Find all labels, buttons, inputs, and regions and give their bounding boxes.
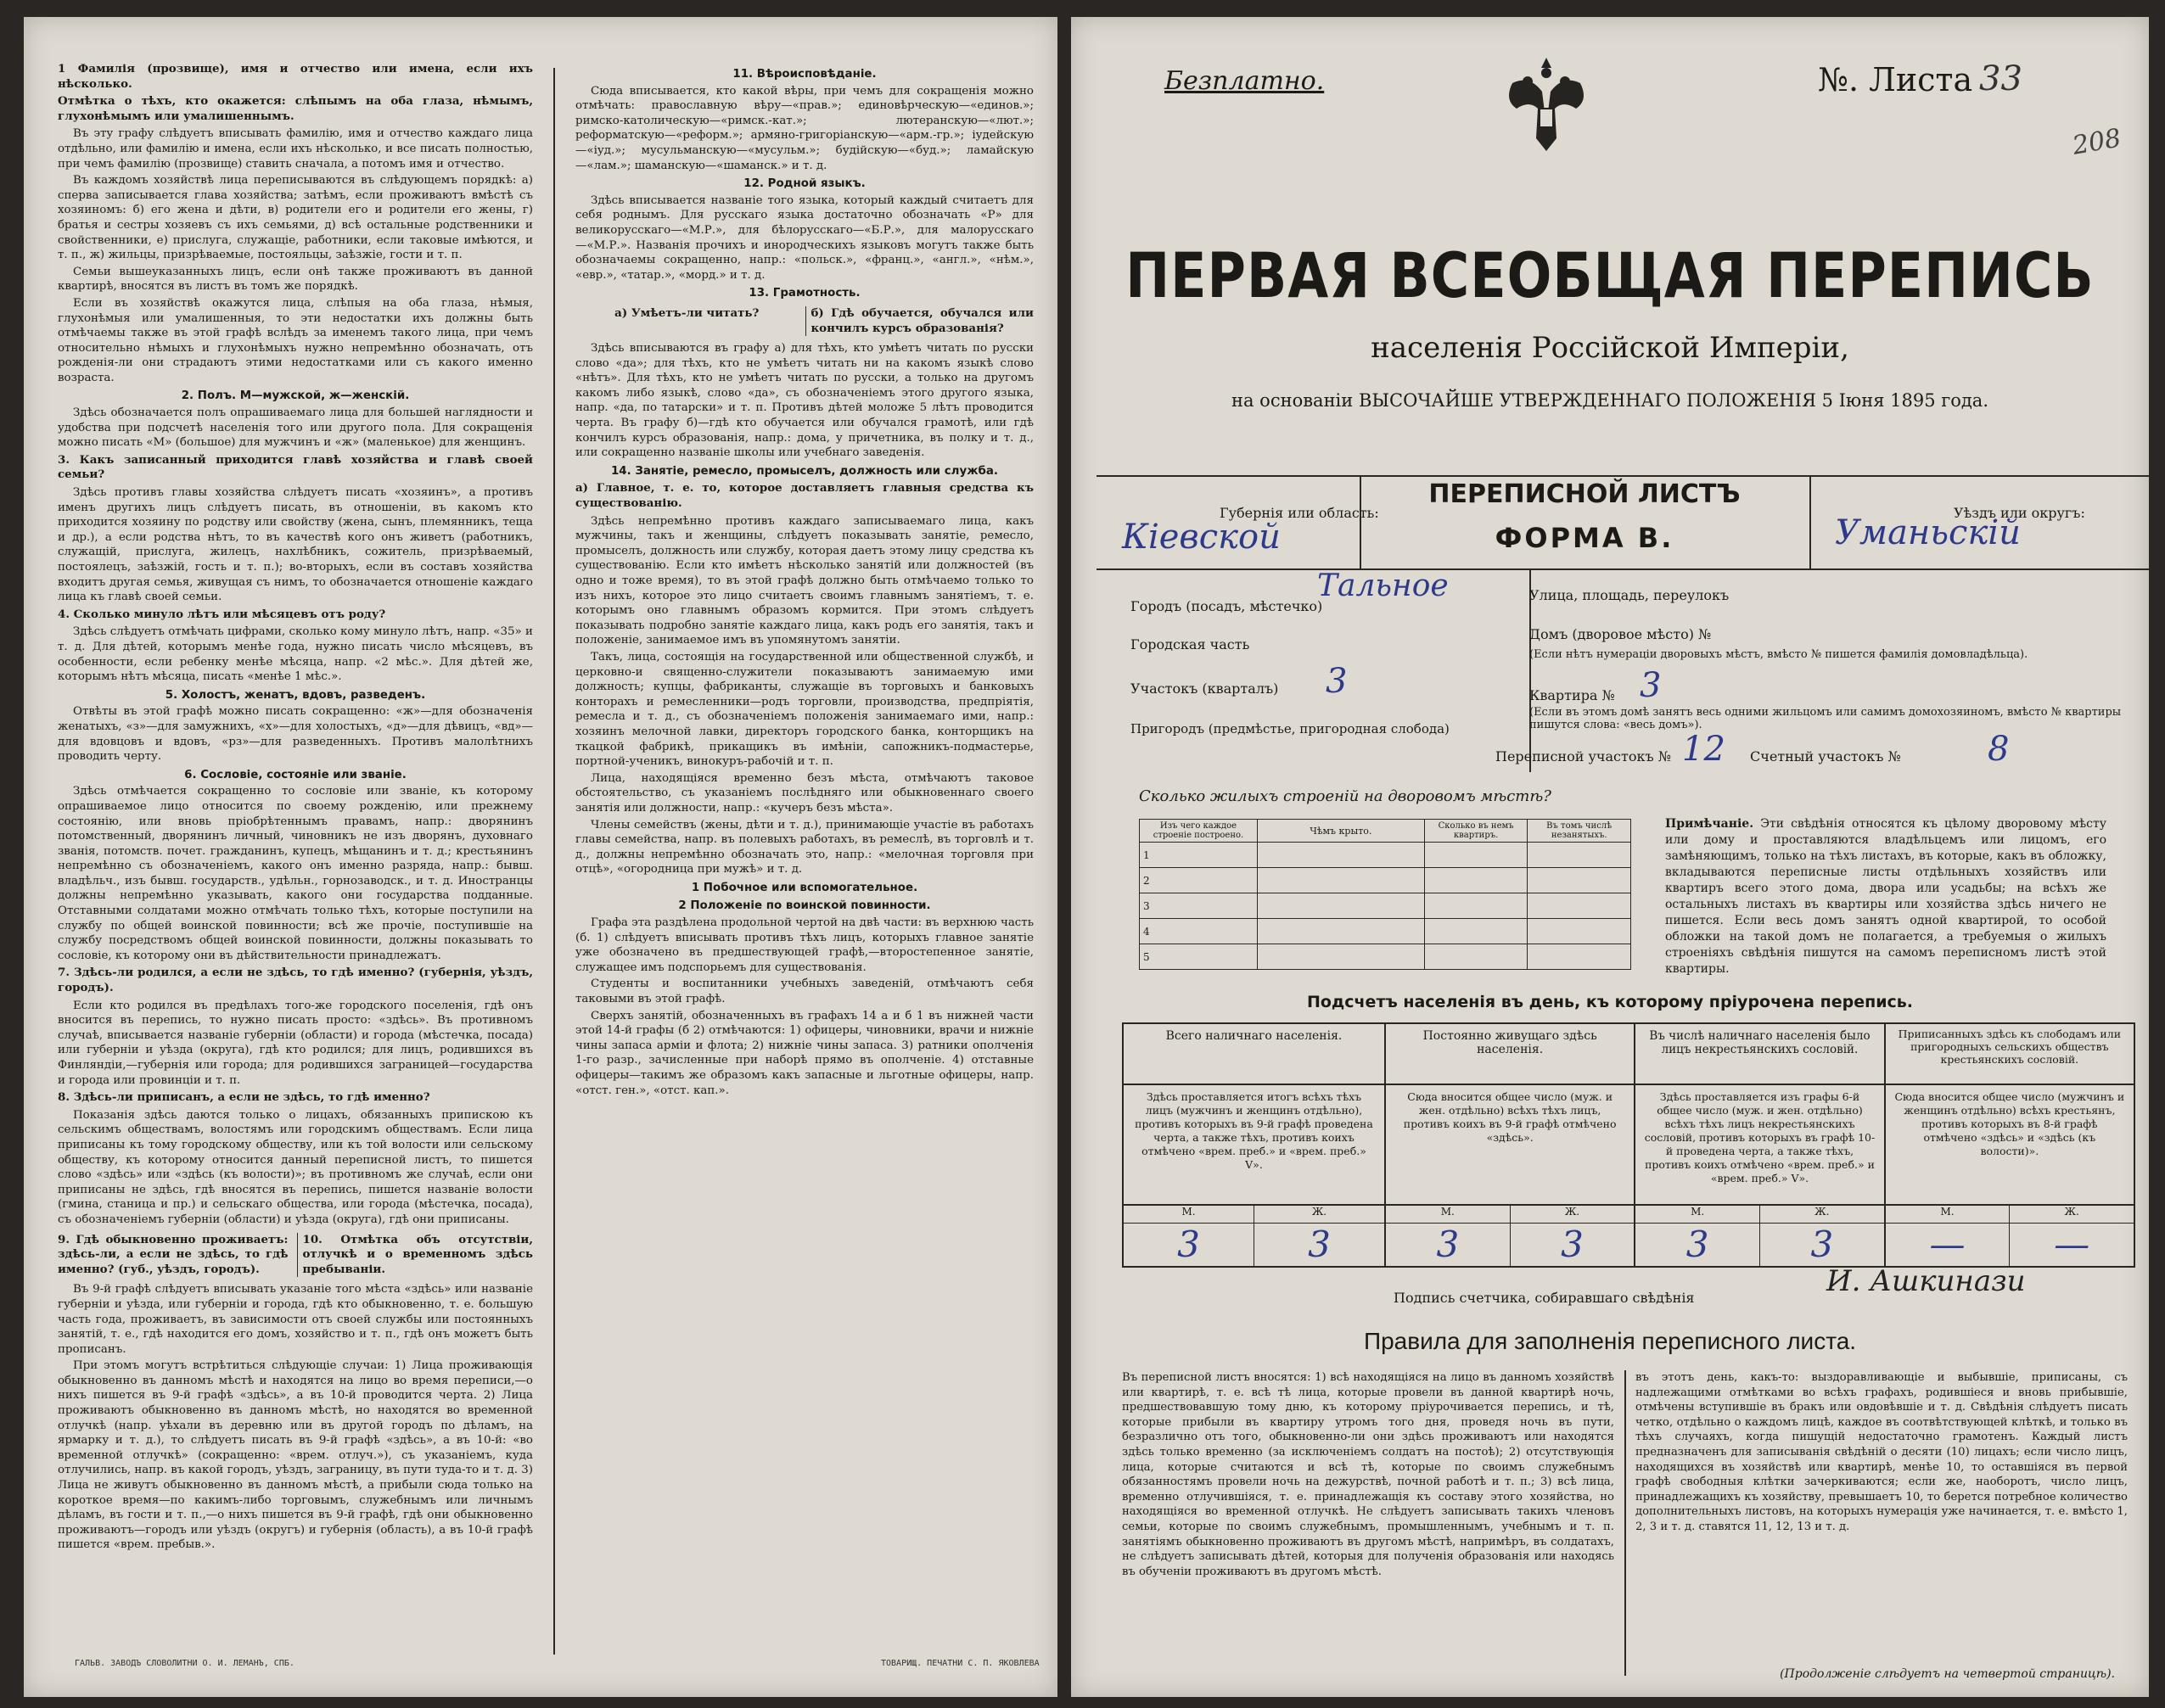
- paragraph: Здѣсь вписываются въ графу а) для тѣхъ, кто умѣетъ читать по русски слово «да»; для тѣхъ, кто не умѣетъ читать ни на какомъ языкѣ слово «нѣтъ». Для тѣхъ, кто не умѣетъ читать по русски, а только на другомъ какомъ либо языкѣ, слово «да», съ обозначеніемъ этого другого языка, напр. «да, по татарски» и т. п. Противъ дѣтей моложе 5 лѣтъ проводится черта. Въ графу б)—гдѣ кто обучается или обучался грамотѣ, или гдѣ кончилъ курсъ образованія, напр.: дома, у причетника, въ полку и т. д., или сокращенно названіе школы или учебнаго заведенія.: [575, 342, 1034, 460]
- section-14b2-heading: 2 Положеніе по воинской повинности.: [678, 899, 931, 913]
- continued-note: (Продолженіе слѣдуетъ на четвертой страницѣ).: [1780, 1667, 2115, 1681]
- uezd-label: Уѣздъ или округъ:: [1954, 505, 2085, 521]
- gorod-value: Тальное: [1317, 568, 1449, 603]
- section-7-heading: 7. Здѣсь-ли родился, а если не здѣсь, то гдѣ именно? (губернія, уѣздъ, городъ).: [58, 966, 533, 995]
- paragraph: Здѣсь отмѣчается сокращенно то сословіе или званіе, къ которому опрашиваемое лицо относится по своему рожденію, или прежнему состоянію, или вновь пріобрѣтеннымъ правамъ, напр.: дворянинъ потомственный, дворянинъ личный, чиновникъ не изъ дворянъ, духовнаго званія, потомств. почет. гражданинъ, купецъ, мѣщанинъ и т. д.; крестьянинъ непремѣнно съ обозначеніемъ, какого онъ именно разряда, напр.: бывш. владѣльч., изъ бывш. государств., удѣльн., горнозаводск., и т. д. Иностранцы должны непремѣнно указывать, какого они государства подданные. Отставными солдатами можно отмѣчать только тѣхъ, которые поступили на службу по общей воинской повинности; всѣ же прочіе, поступившіе на службу посредствомъ общей воинской повинности, должны показывать то сословіе, къ которому они въ дѣйствительности принадлежатъ.: [58, 785, 533, 962]
- divider: [1809, 475, 1811, 568]
- m-label: М.: [1886, 1206, 2011, 1223]
- kvartira-label: Квартира №: [1529, 687, 1615, 703]
- row-number: 1: [1140, 843, 1258, 868]
- paragraph: Въ каждомъ хозяйствѣ лица переписываются въ слѣдующемъ порядкѣ: а) сперва записывается глава хозяйства; затѣмъ, если проживаютъ вмѣстѣ съ хозяиномъ: б) его жена и дѣти, в) родители его и родители его жены, г) братья и сестры хозяевъ съ ихъ семьями, д) всѣ остальные родственники и свойственники, е) прислуга, служащіе, работники, если таковые имѣются, и т. п., ж) жильцы, призрѣваемые, постояльцы, заѣзжіе, гости и т. п.: [58, 174, 533, 262]
- zh-label: Ж.: [1311, 1206, 1327, 1218]
- section-3-heading: 3. Какъ записанный приходится главѣ хозяйства и главѣ своей семьи?: [58, 452, 533, 482]
- section-9-10-headings: [58, 1230, 533, 1280]
- zh-label: Ж.: [1814, 1206, 1830, 1218]
- table-row: [1140, 944, 1631, 970]
- schet-uchastok-value: 8: [1988, 730, 2010, 769]
- left-page: [24, 17, 1057, 1697]
- paragraph: Если кто родился въ предѣлахъ того-же городского поселенія, гдѣ онъ вносится въ перепись, то нужно писать просто: «здѣсь». Въ противномъ случаѣ, вписывается названіе губерніи (области) и города (мѣстечка, посада) или губерніи и уѣзда (округа), гдѣ кто родился; для лицъ, родившихся въ Финляндіи,—губернія или города; для родившихся заграницей—государства и города или провинціи и т. п.: [58, 999, 533, 1087]
- buildings-question: Сколько жилыхъ строеній на дворовомъ мѣстѣ?: [1139, 787, 1551, 805]
- legal-basis-line: на основаніи ВЫСОЧАЙШЕ УТВЕРЖДЕННАГО ПОЛОЖЕНІЯ 5 Іюня 1895 года.: [1231, 390, 1989, 411]
- rules-title: Правила для заполненія переписного листа.: [1363, 1328, 1857, 1354]
- literacy-q-a: а) Умѣетъ-ли читать?: [614, 305, 760, 320]
- left-column-1: [58, 59, 533, 1554]
- paragraph: Лица, находящіяся временно безъ мѣста, отмѣчаютъ таковое обстоятельство, съ указаніемъ послѣдняго или обыкновеннаго своего занятія или должности, напр.: «кучеръ безъ мѣста».: [575, 771, 1034, 815]
- form-label: ФОРМА В.: [1495, 522, 1674, 554]
- section-14a-heading: а) Главное, т. е. то, которое доставляетъ главныя средства къ существованію.: [575, 481, 1034, 511]
- printer-footer-right: ТОВАРИЩ. ПЕЧАТНИ С. П. ЯКОВЛЕВА: [881, 1659, 1040, 1668]
- dom-note: (Если нѣтъ нумераціи дворовыхъ мѣстъ, вмѣсто № пишется фамилія домовладѣльца).: [1529, 648, 2028, 661]
- perep-uchastok-value: 12: [1682, 730, 1725, 769]
- buildings-table-header: [1140, 820, 1631, 843]
- section-12-heading: 12. Родной языкъ.: [743, 177, 866, 191]
- paragraph: Графа эта раздѣлена продольной чертой на двѣ части: въ верхнюю часть (б. 1) слѣдуетъ вписывать противъ тѣхъ лицъ, которыхъ главное занятіе уже обозначено въ предшествующей графѣ,—второстепенное занятіе, служащее имъ подспорьемъ для существованія.: [575, 916, 1034, 974]
- total-male-value: 3: [1124, 1224, 1254, 1266]
- count-col-registered: [1886, 1024, 2134, 1266]
- section-13-heading: 13. Грамотность.: [749, 287, 861, 300]
- count-col-head: Всего наличнаго населенія.: [1124, 1024, 1384, 1085]
- table-row: [1140, 868, 1631, 893]
- left-column-2: [575, 64, 1034, 1100]
- m-label: М.: [1386, 1206, 1511, 1223]
- permanent-female-value: 3: [1561, 1224, 1584, 1265]
- table-row: [1140, 919, 1631, 944]
- m-label: М.: [1635, 1206, 1760, 1223]
- sheet-number-value: 33: [1979, 59, 2022, 98]
- nonpeasant-male-value: 3: [1635, 1224, 1760, 1266]
- prigorod-label: Пригородъ (предмѣстье, пригородная слобода): [1130, 721, 1450, 736]
- literacy-subheadings: [575, 304, 1034, 339]
- zh-label: Ж.: [1564, 1206, 1580, 1218]
- section-14-heading: 14. Занятіе, ремесло, промыселъ, должность или служба.: [610, 464, 998, 478]
- nonpeasant-female-value: 3: [1810, 1224, 1834, 1265]
- table-row: [1140, 843, 1631, 868]
- count-col-body: Сюда вносится общее число (мужчинъ и женщинъ отдѣльно) всѣхъ крестьянъ, противъ которыхъ въ 8-й графѣ отмѣчено «здѣсь» и «здѣсь (къ волости)».: [1894, 1090, 2125, 1157]
- section-4-heading: 4. Сколько минуло лѣтъ или мѣсяцевъ отъ роду?: [58, 607, 386, 621]
- col-header: Въ томъ числѣ незанятыхъ.: [1528, 820, 1631, 843]
- count-col-total: [1124, 1024, 1386, 1266]
- note-text: Эти свѣдѣнія относятся къ цѣлому дворовому мѣсту или дому и проставляются владѣльцемъ или лицомъ, его замѣняющимъ, только на тѣхъ листахъ, въ которые, какъ въ обложку, вкладываются переписные листы отдѣльныхъ хозяйствъ или квартиръ всего этого дома, двора или усадьбы; на всѣхъ же остальныхъ листахъ въ квартиры или хозяйства здѣсь ничего не пишется. Если весь домъ занятъ одной квартирой, то особой обложки на такой домъ не полагается, а требуемыя о жилыхъ строеніяхъ свѣдѣнія пишутся на самомъ переписномъ листѣ этой квартиры.: [1665, 817, 2106, 976]
- col-header: Чѣмъ крыто.: [1257, 820, 1424, 843]
- divider: [1097, 568, 2149, 570]
- m-label: М.: [1124, 1206, 1254, 1223]
- section-8-heading: 8. Здѣсь-ли приписанъ, а если не здѣсь, то гдѣ именно?: [58, 1090, 430, 1105]
- paragraph: Здѣсь слѣдуетъ отмѣчать цифрами, сколько кому минуло лѣтъ, напр. «35» и т. д. Для дѣтей, которымъ менѣе года, нужно писать число мѣсяцевъ, въ особенности, если ребенку менѣе мѣсяца, напр. «2 мѣс.». Для дѣтей же, которымъ нѣтъ мѣсяца, писать «менѣе 1 мѣс.».: [58, 625, 533, 684]
- document-subtitle: населенія Россійской Имперіи,: [1371, 331, 1849, 365]
- buildings-table: [1139, 819, 1631, 970]
- divider-top: [1097, 475, 2149, 477]
- note-title: Примѣчаніе.: [1665, 817, 1754, 831]
- paragraph: Студенты и воспитанники учебныхъ заведеній, отмѣчаютъ себя таковыми въ этой графѣ.: [575, 977, 1034, 1006]
- uezd-value: Уманьскій: [1835, 513, 2021, 552]
- count-col-nonpeasant: [1635, 1024, 1885, 1266]
- gubernia-label: Губернія или область:: [1220, 505, 1379, 521]
- sheet-number-label: №. Листа: [1818, 61, 1973, 98]
- count-col-head: Въ числѣ наличнаго населенія было лицъ некрестьянскихъ сословій.: [1635, 1024, 1883, 1085]
- kvartira-note: (Если въ этомъ домѣ занятъ весь одними жильцомъ или самимъ домохозяиномъ, вмѣсто № квартиры пишутся слова: «весь домъ»).: [1529, 706, 2122, 731]
- section-6-heading: 6. Сословіе, состояніе или званіе.: [184, 768, 407, 781]
- paragraph: Сюда вписывается, кто какой вѣры, при чемъ для сокращенія можно отмѣчать: православную вѣру—«прав.»; единовѣрческую—«единов.»; римско-католическую—«римск.-кат.»; лютеранскую—«лют.»; реформатскую—«реформ.»; армяно-григоріанскую—«арм.-гр.»; іудейскую—«іуд.»; мусульманскую—«мусульм.»; будійскую—«буд.»; ламайскую—«лам.»; шаманскую—«шаманск.» и т. д.: [575, 84, 1034, 172]
- paragraph: Сверхъ занятій, обозначенныхъ въ графахъ 14 а и б 1 въ нижней части этой 14-й графы (б 2) отмѣчаются: 1) офицеры, чиновники, врачи и нижніе чины запаса арміи и флота; 2) нижніе чины запаса. 3) ратники ополченія 1-го разр., зачисленные при наборѣ прямо въ ополченіе. 4) отставные офицеры—такимъ же образомъ какъ запасные и льготные офицеры, напр. «отст. ген.», «отст. кап.».: [575, 1009, 1034, 1097]
- section-11-heading: 11. Вѣроисповѣданіе.: [732, 68, 877, 81]
- count-title: Подсчетъ населенія въ день, къ которому пріурочена перепись.: [1306, 993, 1914, 1011]
- count-col-body: Здѣсь проставляется итогъ всѣхъ тѣхъ лицъ (мужчинъ и женщинъ отдѣльно), противъ которыхъ въ 9-й графѣ проведена черта, а также тѣхъ, противъ коихъ отмѣчено «врем. преб.» и «врем. преб.» V».: [1135, 1090, 1373, 1171]
- row-number: 4: [1140, 919, 1258, 944]
- paragraph: Здѣсь непремѣнно противъ каждаго записываемаго лица, какъ мужчины, такъ и женщины, слѣдуетъ показывать занятіе, ремесло, промыселъ, должность или службу, которая даетъ этому лицу средства къ существованію. Если кто имѣетъ нѣсколько занятій или должностей (въ одно и тоже время), то въ этой графѣ должно быть отмѣчаемо только то изъ нихъ, которое это лицо считаетъ своимъ главнымъ занятіемъ, т. е. которымъ оно главнымъ образомъ кормится. При этомъ слѣдуетъ показывать подробно занятіе каждаго лица, какъ родъ его занятія, такъ и положеніе, занимаемое имъ въ упомянутомъ занятіи.: [575, 514, 1034, 647]
- paragraph: Такъ, лица, состоящія на государственной или общественной службѣ, и церковно-и священно-служители показываютъ занимаемую ими должность; купцы, фабриканты, служащіе въ торговыхъ и банковыхъ конторахъ и ремесленники—родъ торговли, производства, предпріятія, ремесла и т. д., съ обозначеніемъ положенія занимаемаго ими, напр.: хозяинъ мелочной лавки, директоръ городского банка, конторщикъ на ткацкой фабрикѣ, прикащикъ въ имѣніи, сапожникъ-подмастерье, портной-ученикъ, винокуръ-рабочій и т. п.: [575, 650, 1034, 769]
- schet-uchastok-label: Счетный участокъ №: [1750, 748, 1901, 764]
- table-row: [1140, 893, 1631, 919]
- double-headed-eagle-emblem: [1495, 49, 1597, 160]
- free-label: Безплатно.: [1164, 66, 1325, 96]
- paragraph: Если въ хозяйствѣ окажутся лица, слѣпыя на оба глаза, нѣмыя, глухонѣмыя или умалишенныя, то эти недостатки ихъ должны быть отмѣчаемы также въ этой графѣ вслѣдъ за именемъ такого лица, при чемъ относительно нѣмыхъ и глухонѣмыхъ нужно непремѣнно обозначать, отъ рожденія-ли они страдаютъ этими недостатками или съ какого именно возраста.: [58, 296, 533, 384]
- count-table: [1122, 1022, 2135, 1268]
- paragraph: Здѣсь обозначается полъ опрашиваемаго лица для большей наглядности и удобства при подсчетѣ населенія того или другого пола. Для сокращенія можно писать «М» (большое) для мужчинъ и «ж» (маленькое) для женщинъ.: [58, 406, 533, 450]
- margin-note: 208: [2070, 123, 2123, 161]
- count-col-permanent: [1386, 1024, 1635, 1266]
- divider: [1624, 1370, 1626, 1676]
- permanent-male-value: 3: [1386, 1224, 1511, 1266]
- total-female-value: 3: [1308, 1224, 1331, 1265]
- registered-male-value: —: [1886, 1224, 2011, 1266]
- row-number: 5: [1140, 944, 1258, 970]
- uchastok-label: Участокъ (кварталъ): [1130, 680, 1279, 697]
- row-number: 3: [1140, 893, 1258, 919]
- count-col-head: Приписанныхъ здѣсь къ слободамъ или пригородныхъ сельскихъ обществъ крестьянскихъ сословій.: [1886, 1024, 2134, 1085]
- signature-label: Подпись счетчика, собиравшаго свѣдѣнія: [1394, 1290, 1695, 1306]
- rules-left-column: Въ переписной листъ вносятся: 1) всѣ находящіяся на лицо въ данномъ хозяйствѣ или квартирѣ, т. е. всѣ тѣ лица, которые провели въ данной квартирѣ ночь, предшествовавшую тому дню, къ которому пріурочивается перепись, и тѣ, которые прибыли въ квартиру утромъ того дня, проведя ночь въ пути, безразлично отъ того, обыкновенно-ли они здѣсь проживаютъ или находятся здѣсь только временно (за исключеніемъ солдатъ на постоѣ); 2) отсутствующія лица, которые считаются и всѣ тѣ, которые по своимъ служебнымъ обязанностямъ провели ночь на дежурствѣ, почной работѣ и т. п.; 3) всѣ лица, временно отлучившіяся, т. е. принадлежащія къ составу этого хозяйства, но находящіяся во временной отлучкѣ. Не слѣдуетъ записывать такихъ членовъ семьи, которые по своимъ служебнымъ, промышленнымъ, учебнымъ и т. п. занятіямъ обыкновенно проживаютъ въ другомъ мѣстѣ, напримѣръ, въ солдатахъ, не слѣдуетъ записывать дѣтей, которыя для полученія образованія или находясь въ обученіи проживаютъ въ другомъ мѣстѣ.: [1122, 1371, 1614, 1578]
- column-divider: [553, 68, 555, 1655]
- count-col-body: Здѣсь проставляется изъ графы 6-й общее число (муж. и жен. отдѣльно) всѣхъ тѣхъ лицъ некрестьянскихъ сословій, противъ которыхъ въ графѣ 10-й проведена черта, а также тѣхъ, противъ коихъ отмѣчено «врем. преб.» и «врем. преб.» V».: [1644, 1090, 1876, 1184]
- section-14b1-heading: 1 Побочное или вспомогательное.: [691, 881, 918, 894]
- paragraph: Члены семействъ (жены, дѣти и т. д.), принимающіе участіе въ работахъ главы семейства, напр. въ полевыхъ работахъ, въ ремеслѣ, въ торговлѣ и т. д., должны непремѣнно обозначать это, напр.: «мелочная торговля при отцѣ», «огородница при мужѣ» и т. д.: [575, 818, 1034, 876]
- paragraph: Семьи вышеуказанныхъ лицъ, если онѣ также проживаютъ въ данной квартирѣ, вносятся въ листъ въ томъ же порядкѣ.: [58, 265, 533, 294]
- printer-footer-left: ГАЛЬВ. ЗАВОДЪ СЛОВОЛИТНИ О. И. ЛЕМАНЪ, СПБ.: [75, 1659, 294, 1668]
- dom-label: Домъ (дворовое мѣсто) №: [1529, 626, 1712, 642]
- section-10-heading: 10. Отмѣтка объ отсутствіи, отлучкѣ и о временномъ здѣсь пребываніи.: [297, 1233, 534, 1278]
- section-2-heading: 2. Полъ. М—мужской, ж—женскій.: [181, 389, 410, 403]
- col-header: Изъ чего каждое строеніе построено.: [1140, 820, 1258, 843]
- paragraph: При этомъ могутъ встрѣтиться слѣдующіе случаи: 1) Лица проживающія обыкновенно въ данномъ мѣстѣ и находятся на лицо во время переписи,—о нихъ пишется въ 9-й графѣ «здѣсь», а въ 10-й проводится черта. 2) Лица проживаютъ обыкновенно въ данномъ мѣстѣ, но находятся во временной отлучкѣ (напр. уѣхали въ деревню или въ другой городъ по дѣламъ, на ярмарку и т. д.), то слѣдуетъ писать въ 9-й графѣ «здѣсь», а въ 10-й: «во временной отлучкѣ» (сокращенно: «врем. отлуч.»), съ указаніемъ, куда отлучились, напр. въ какой городъ, уѣздъ, заграницу, въ пути туда-то и т. д. 3) Лица не живутъ обыкновенно въ данномъ мѣстѣ, а прибыли сюда только на короткое время—по какимъ-либо торговымъ, служебнымъ или личнымъ дѣламъ, въ гости и т. п.,—о нихъ пишется въ 9-й графѣ, гдѣ они обыкновенно проживаютъ—городъ или уѣздъ (округъ) и губернія (область), а въ 10-й графѣ пишется «врем. пребыв.».: [58, 1359, 533, 1552]
- paragraph: Въ эту графу слѣдуетъ вписывать фамилію, имя и отчество каждаго лица отдѣльно, или фамилію и имена, если ихъ нѣсколько, и все писать полностью, при чемъ фамилію (прозвище) ставить сначала, а потомъ имя и отчество.: [58, 127, 533, 171]
- section-9-heading: 9. Гдѣ обыкновенно проживаетъ: здѣсь-ли, а если не здѣсь, то гдѣ именно? (губ., уѣздъ, городъ).: [58, 1232, 289, 1276]
- note-block: [1665, 816, 2106, 977]
- row-number: 2: [1140, 868, 1258, 893]
- gor-chast-label: Городская часть: [1130, 636, 1250, 652]
- count-col-body: Сюда вносится общее число (муж. и жен. отдѣльно) всѣхъ тѣхъ лицъ, противъ коихъ въ 9-й графѣ отмѣчено «здѣсь».: [1403, 1090, 1617, 1144]
- uchastok-value: 3: [1326, 662, 1348, 701]
- col-header: Сколько въ немъ квартиръ.: [1424, 820, 1528, 843]
- registered-female-value: —: [2054, 1224, 2090, 1265]
- gorod-label: Городъ (посадъ, мѣстечко): [1130, 598, 1323, 614]
- count-col-head: Постоянно живущаго здѣсь населенія.: [1386, 1024, 1634, 1085]
- zh-label: Ж.: [2064, 1206, 2079, 1218]
- section-5-heading: 5. Холостъ, женатъ, вдовъ, разведенъ.: [165, 688, 426, 702]
- right-page: [1071, 17, 2149, 1697]
- literacy-q-b: б) Гдѣ обучается, обучался или кончилъ курсъ образованія?: [805, 306, 1035, 336]
- gubernia-value: Кіевской: [1122, 518, 1281, 557]
- paragraph: Показанія здѣсь даются только о лицахъ, обязанныхъ припискою къ сельскимъ обществамъ, волостямъ или городскимъ обществамъ. Если лица приписаны къ тому городскому обществу, или къ той волости или сельскому обществу, къ которому относится данный переписной листъ, то пишется слово «здѣсь» или «здѣсь (къ волости)»; въ противномъ же случаѣ, если они приписаны не здѣсь, гдѣ вносятся въ перепись, пишется названіе волости (гмина, станица и пр.) и сельскаго общества, или города (мѣстечка, посада), съ обозначеніемъ губерніи (области) и уѣзда (округа), гдѣ они приписаны.: [58, 1108, 533, 1226]
- signature-value: И. Ашкинази: [1826, 1264, 2026, 1298]
- rules-right-column: въ этотъ день, какъ-то: выздоравливающіе и выбывшіе, приписаны, съ надлежащими отмѣтками во всѣхъ графахъ, родившіеся и вновь прибывшіе, отмѣчены вступившіе въ бракъ или овдовѣвшіе и т. д. Свѣдѣнія слѣдуетъ писать четко, отдѣльно о каждомъ лицѣ, каждое въ соотвѣтствующей клѣткѣ, и только въ тѣхъ случаяхъ, когда пишущій недостаточно грамотенъ. Каждый листъ предназначенъ для записыванія свѣдѣній о десяти (10) лицахъ; если число лицъ, находящихся въ хозяйствѣ или квартирѣ, менѣе 10, то оставшіяся въ первой графѣ свободныя клѣтки зачеркиваются; если же, наоборотъ, число лицъ, принадлежащихъ къ хозяйству, превышаетъ 10, то берется потребное количество дополнительныхъ листовъ, на которыхъ нумерація уже начинается, т. е. вмѣсто 1, 2, 3 и т. д. ставятся 11, 12, 13 и т. д.: [1635, 1371, 2128, 1533]
- section-1-heading: 1 Фамилія (прозвище), имя и отчество или имена, если ихъ нѣсколько.: [58, 62, 533, 91]
- eagle-icon: [1495, 49, 1597, 160]
- paragraph: Здѣсь вписывается названіе того языка, который каждый считаетъ для себя роднымъ. Для русскаго языка достаточно обозначать «Р» для великорусскаго—«М.Р.», для бѣлорусскаго—«Б.Р.», для малорусскаго—«М.Р.». Названія прочихъ и инородческихъ языковъ могутъ также быть обозначаемы сокращенно, напр.: «польск.», «франц.», «англ.», «нѣм.», «евр.», «татар.», «морд.» и т. д.: [575, 193, 1034, 282]
- street-label: Улица, площадь, переулокъ: [1529, 587, 1730, 603]
- paragraph: Въ 9-й графѣ слѣдуетъ вписывать указаніе того мѣста «здѣсь» или названіе губерніи и уѣзда, или губерніи и города, гдѣ кто обыкновенно, т. е. большую часть года, проживаетъ, въ зависимости отъ своей службы или постоянныхъ занятій, т. е., гдѣ находится его домъ, хозяйство и т. п., гдѣ онъ можетъ быть прописанъ.: [58, 1283, 533, 1356]
- document-title: ПЕРВАЯ ВСЕОБЩАЯ ПЕРЕПИСЬ: [1125, 238, 2095, 312]
- paragraph: Здѣсь противъ главы хозяйства слѣдуетъ писать «хозяинъ», а противъ именъ другихъ лицъ слѣдуетъ писать, въ отношеніи, въ какомъ кто приходится хозяину по родству или свойству (жена, сынъ, племянникъ, теща и др.), а если родства нѣтъ, то въ качествѣ кого онъ живетъ (работникъ, служащій, прислуга, жилецъ, нахлѣбникъ, сожитель, призрѣваемый, постоялецъ, заѣзжій, гость и т. п.); во-вторыхъ, если въ составъ хозяйства входитъ другая семья, живущая съ нимъ, то обозначается отношеніе каждаго лица къ главѣ своей семьи.: [58, 486, 533, 604]
- perep-uchastok-label: Переписной участокъ №: [1495, 748, 1671, 764]
- paragraph: Отвѣты въ этой графѣ можно писать сокращенно: «ж»—для обозначенія женатыхъ, «з»—для замужнихъ, «х»—для холостыхъ, «д»—для дѣвицъ, «вд»—для вдовцовъ и вдовъ, «рз»—для разведенныхъ. Противъ малолѣтнихъ проводить черту.: [58, 705, 533, 764]
- kvartira-value: 3: [1640, 666, 1662, 705]
- section-1-subheading: Отмѣтка о тѣхъ, кто окажется: слѣпымъ на оба глаза, нѣмымъ, глухонѣмымъ или умалишеннымъ.: [58, 94, 533, 123]
- list-title: ПЕРЕПИСНОЙ ЛИСТЪ: [1428, 479, 1741, 509]
